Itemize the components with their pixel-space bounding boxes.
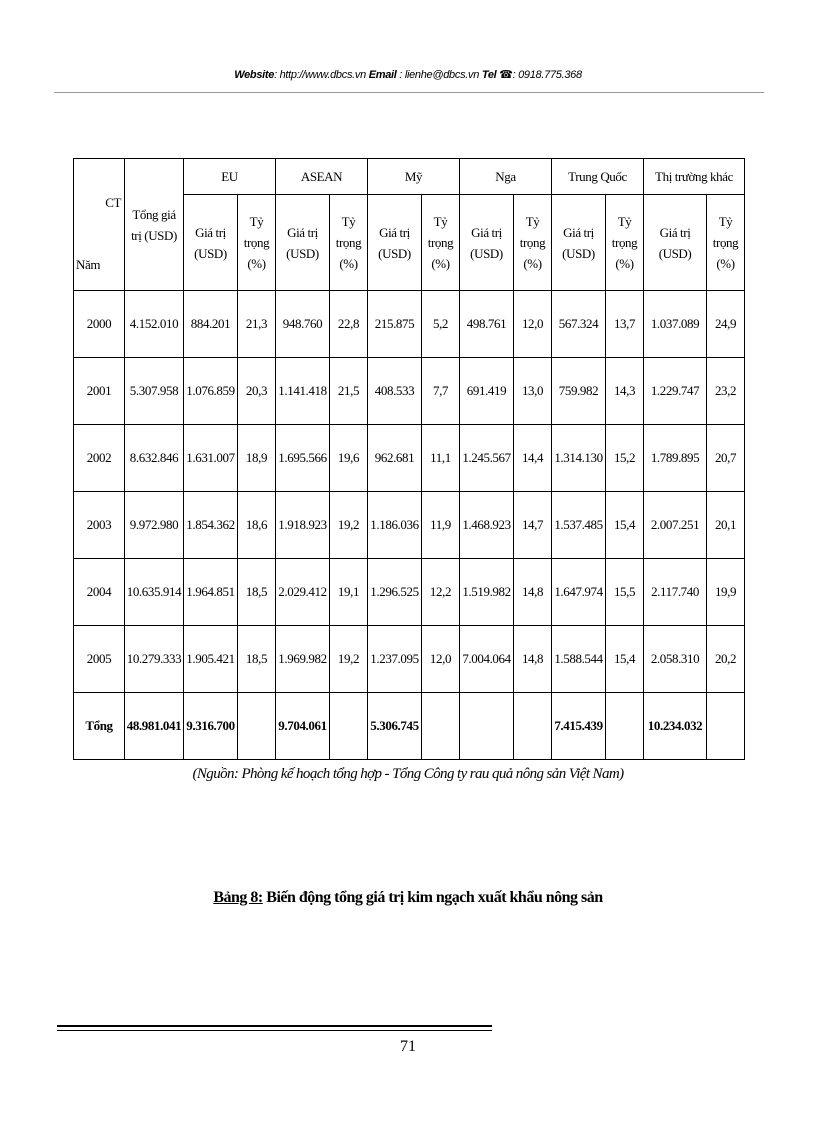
value-cell: 1.854.362: [184, 492, 238, 559]
share-cell: 15,4: [606, 626, 644, 693]
share-cell: 19,1: [330, 559, 368, 626]
share-cell: 18,6: [238, 492, 276, 559]
share-cell: 7,7: [422, 358, 460, 425]
total-value-cell: 10.234.032: [644, 693, 707, 760]
total-share-cell: [238, 693, 276, 760]
total-value-cell: [460, 693, 514, 760]
share-cell: 19,2: [330, 492, 368, 559]
market-header: Thị trường khác: [644, 159, 745, 195]
value-cell: 215.875: [368, 291, 422, 358]
value-cell: 691.419: [460, 358, 514, 425]
year-cell: 2003: [74, 492, 125, 559]
year-cell: 2001: [74, 358, 125, 425]
total-value-header: Tổng giá trị (USD): [125, 159, 184, 291]
year-cell: 2005: [74, 626, 125, 693]
share-cell: 14,8: [514, 559, 552, 626]
market-header: ASEAN: [276, 159, 368, 195]
value-cell: 759.982: [552, 358, 606, 425]
share-cell: 21,3: [238, 291, 276, 358]
total-share-cell: [330, 693, 368, 760]
share-cell: 12,2: [422, 559, 460, 626]
share-cell: 22,8: [330, 291, 368, 358]
export-value-table: [73, 158, 745, 760]
table-row: [74, 291, 745, 358]
table-row: [74, 425, 745, 492]
share-cell: 19,9: [707, 559, 745, 626]
share-cell: 15,4: [606, 492, 644, 559]
share-cell: 15,2: [606, 425, 644, 492]
total-share-cell: [606, 693, 644, 760]
value-subheader: Giá trị (USD): [460, 195, 514, 291]
website-value: : http://www.dbcs.vn: [274, 69, 366, 81]
share-cell: 20,1: [707, 492, 745, 559]
share-cell: 11,1: [422, 425, 460, 492]
value-cell: 1.519.982: [460, 559, 514, 626]
year-cell: 2000: [74, 291, 125, 358]
value-cell: 1.964.851: [184, 559, 238, 626]
value-cell: 1.468.923: [460, 492, 514, 559]
total-value-cell: 5.306.745: [368, 693, 422, 760]
share-cell: 15,5: [606, 559, 644, 626]
corner-label-year: Năm: [76, 257, 101, 272]
value-cell: 2.007.251: [644, 492, 707, 559]
page-header: [0, 68, 816, 81]
corner-label-ct: CT: [105, 195, 121, 210]
share-cell: 14,7: [514, 492, 552, 559]
page-number: 71: [400, 1038, 416, 1055]
value-subheader: Giá trị (USD): [368, 195, 422, 291]
total-value-cell: 9.704.061: [276, 693, 330, 760]
total-value-cell: 7.415.439: [552, 693, 606, 760]
share-cell: 5,2: [422, 291, 460, 358]
market-header: Mỹ: [368, 159, 460, 195]
value-cell: 2.029.412: [276, 559, 330, 626]
share-cell: 18,5: [238, 559, 276, 626]
value-cell: 408.533: [368, 358, 422, 425]
value-cell: 1.588.544: [552, 626, 606, 693]
share-cell: 14,4: [514, 425, 552, 492]
email-value: : lienhe@dbcs.vn: [396, 69, 480, 81]
total-value-cell: 9.316.700: [184, 693, 238, 760]
share-subheader: Tỷ trọng (%): [238, 195, 276, 291]
market-header: EU: [184, 159, 276, 195]
share-cell: 20,2: [707, 626, 745, 693]
share-subheader: Tỷ trọng (%): [422, 195, 460, 291]
year-cell: 2004: [74, 559, 125, 626]
footer-rule-thick: [57, 1025, 492, 1027]
share-cell: 14,3: [606, 358, 644, 425]
tel-value: : 0918.775.368: [512, 69, 582, 81]
value-cell: 1.076.859: [184, 358, 238, 425]
value-cell: 1.631.007: [184, 425, 238, 492]
total-cell: 8.632.846: [125, 425, 184, 492]
table-row: [74, 358, 745, 425]
share-cell: 11,9: [422, 492, 460, 559]
value-subheader: Giá trị (USD): [184, 195, 238, 291]
value-cell: 1.969.982: [276, 626, 330, 693]
year-cell: 2002: [74, 425, 125, 492]
corner-header-cell: [74, 159, 125, 291]
value-cell: 1.918.923: [276, 492, 330, 559]
total-share-cell: [707, 693, 745, 760]
share-cell: 21,5: [330, 358, 368, 425]
email-label: Email: [368, 69, 397, 81]
value-subheader: Giá trị (USD): [276, 195, 330, 291]
share-cell: 12,0: [422, 626, 460, 693]
table-row: [74, 492, 745, 559]
share-cell: 24,9: [707, 291, 745, 358]
value-cell: 1.296.525: [368, 559, 422, 626]
value-cell: 2.058.310: [644, 626, 707, 693]
total-cell: 5.307.958: [125, 358, 184, 425]
value-cell: 1.789.895: [644, 425, 707, 492]
market-header: Trung Quốc: [552, 159, 644, 195]
phone-icon: ☎: [499, 69, 513, 81]
value-cell: 1.905.421: [184, 626, 238, 693]
share-subheader: Tỷ trọng (%): [330, 195, 368, 291]
value-cell: 948.760: [276, 291, 330, 358]
value-cell: 1.695.566: [276, 425, 330, 492]
value-cell: 884.201: [184, 291, 238, 358]
grand-total-cell: 48.981.041: [125, 693, 184, 760]
source-note: (Nguồn: Phòng kế hoạch tổng hợp - Tổng Công ty rau quả nông sản Việt Nam): [192, 766, 624, 782]
share-cell: 20,3: [238, 358, 276, 425]
footer-rule-thin: [57, 1030, 492, 1031]
share-cell: 14,8: [514, 626, 552, 693]
total-cell: 9.972.980: [125, 492, 184, 559]
total-row-label: Tổng: [74, 693, 125, 760]
share-subheader: Tỷ trọng (%): [707, 195, 745, 291]
share-cell: 20,7: [707, 425, 745, 492]
total-cell: 4.152.010: [125, 291, 184, 358]
value-cell: 1.186.036: [368, 492, 422, 559]
value-cell: 567.324: [552, 291, 606, 358]
caption-label: Bảng 8:: [213, 889, 263, 906]
value-cell: 1.141.418: [276, 358, 330, 425]
value-subheader: Giá trị (USD): [552, 195, 606, 291]
total-cell: 10.635.914: [125, 559, 184, 626]
share-cell: 13,7: [606, 291, 644, 358]
table-row: [74, 626, 745, 693]
total-row: [74, 693, 745, 760]
header-divider: [54, 92, 764, 93]
share-subheader: Tỷ trọng (%): [514, 195, 552, 291]
value-cell: 1.237.095: [368, 626, 422, 693]
value-cell: 1.647.974: [552, 559, 606, 626]
value-cell: 1.314.130: [552, 425, 606, 492]
value-cell: 1.037.089: [644, 291, 707, 358]
share-cell: 18,5: [238, 626, 276, 693]
share-cell: 19,2: [330, 626, 368, 693]
value-cell: 1.229.747: [644, 358, 707, 425]
value-subheader: Giá trị (USD): [644, 195, 707, 291]
share-cell: 23,2: [707, 358, 745, 425]
share-cell: 13,0: [514, 358, 552, 425]
value-cell: 2.117.740: [644, 559, 707, 626]
market-header: Nga: [460, 159, 552, 195]
value-cell: 7.004.064: [460, 626, 514, 693]
total-share-cell: [514, 693, 552, 760]
table-caption: [0, 889, 816, 907]
share-cell: 12,0: [514, 291, 552, 358]
value-cell: 1.537.485: [552, 492, 606, 559]
total-cell: 10.279.333: [125, 626, 184, 693]
tel-label: Tel: [481, 69, 497, 81]
value-cell: 1.245.567: [460, 425, 514, 492]
value-cell: 962.681: [368, 425, 422, 492]
value-cell: 498.761: [460, 291, 514, 358]
website-label: Website: [234, 69, 275, 81]
share-cell: 18,9: [238, 425, 276, 492]
caption-text: Biến động tổng giá trị kim ngạch xuất khẩu nông sản: [262, 889, 603, 906]
table-row: [74, 559, 745, 626]
share-cell: 19,6: [330, 425, 368, 492]
share-subheader: Tỷ trọng (%): [606, 195, 644, 291]
total-share-cell: [422, 693, 460, 760]
